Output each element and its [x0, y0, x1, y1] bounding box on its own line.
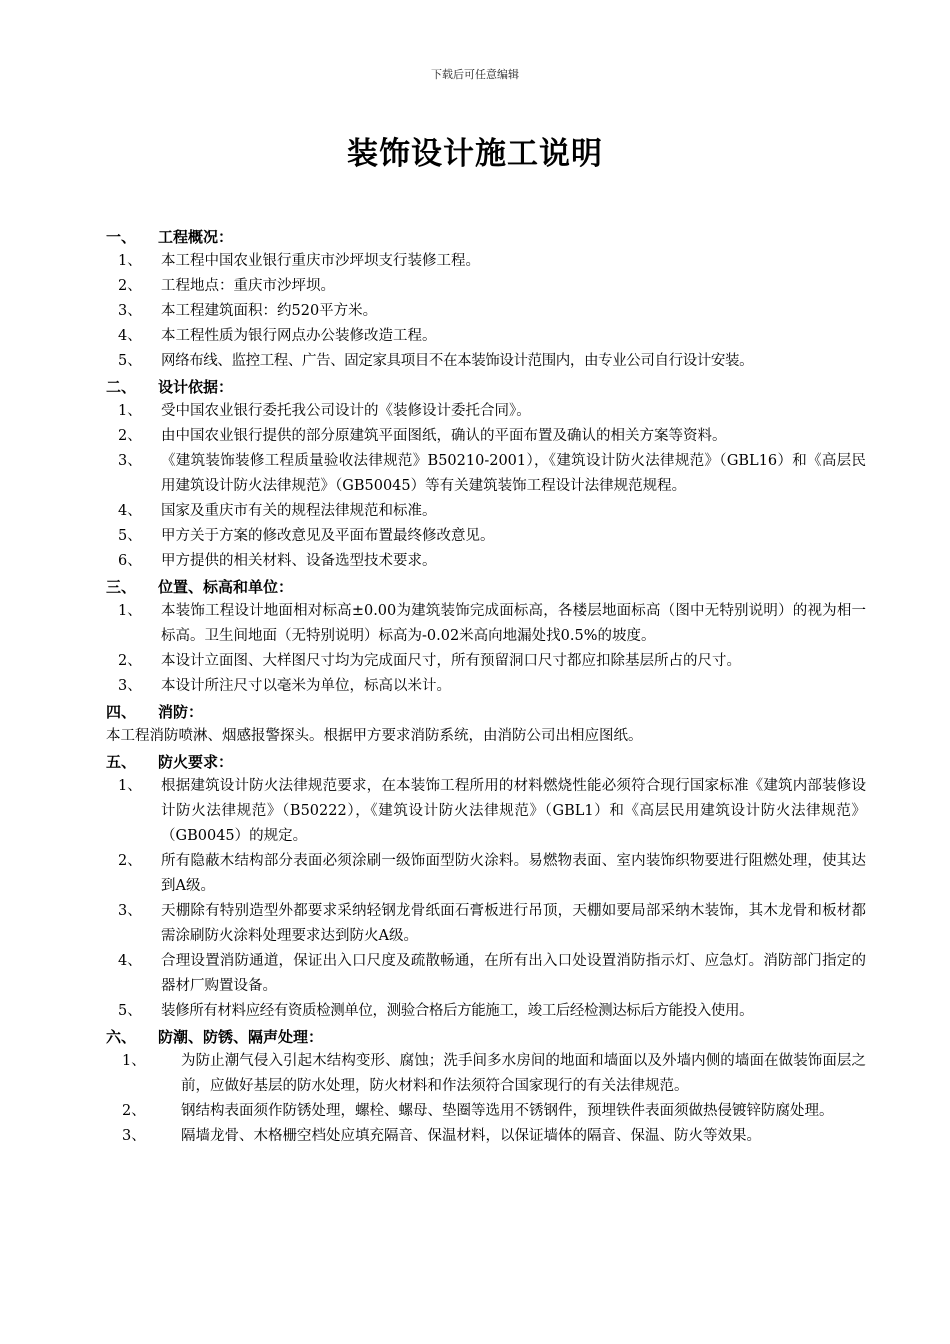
item-text: 由中国农业银行提供的部分原建筑平面图纸，确认的平面布置及确认的相关方案等资料。	[161, 428, 727, 444]
document-body	[106, 224, 866, 1149]
item-text: 网络布线、监控工程、广告、固定家具项目不在本装饰设计范围内，由专业公司自行设计安装。	[161, 353, 754, 369]
item-number: 1、	[118, 403, 142, 419]
section-title: 工程概况：	[158, 228, 234, 246]
list-item	[106, 399, 866, 424]
item-number: 4、	[118, 328, 142, 344]
section-number: 三、	[106, 578, 137, 596]
list-item	[106, 1049, 866, 1099]
list-item	[106, 299, 866, 324]
item-text: 天棚除有特别造型外都要求采纳轻钢龙骨纸面石膏板进行吊顶，天棚如要局部采纳木装饰，其木龙骨和板材都需涂刷防火涂料处理要求达到防火A级。	[161, 903, 866, 944]
list-item	[106, 549, 866, 574]
item-number: 3、	[118, 453, 142, 469]
item-text: 受中国农业银行委托我公司设计的《装修设计委托合同》。	[161, 403, 531, 419]
section-title: 防火要求：	[158, 753, 234, 771]
section-title: 位置、标高和单位：	[158, 578, 294, 596]
item-number: 1、	[118, 253, 142, 269]
list-item	[106, 674, 866, 699]
section-number: 五、	[106, 753, 137, 771]
list-item	[106, 524, 866, 549]
item-number: 2、	[118, 428, 142, 444]
item-number: 2、	[118, 278, 142, 294]
item-number: 1、	[118, 603, 142, 619]
item-number: 3、	[122, 1128, 146, 1144]
list-item	[106, 1124, 866, 1149]
item-text: 《建筑装饰装修工程质量验收法律规范》B50210-2001），《建筑设计防火法律规范》（GBL16）和《高层民用建筑设计防火法律规范》（GB50045）等有关建筑装饰工程设计法律规范规程。	[161, 453, 866, 494]
item-text: 装修所有材料应经有资质检测单位，测验合格后方能施工，竣工后经检测达标后方能投入使用。	[161, 1003, 754, 1019]
item-number: 5、	[118, 528, 142, 544]
item-number: 5、	[118, 353, 142, 369]
section-heading	[106, 374, 866, 399]
item-number: 3、	[118, 903, 142, 919]
section-number: 六、	[106, 1028, 137, 1046]
list-item	[106, 1099, 866, 1124]
section-number: 四、	[106, 703, 137, 721]
list-item	[106, 349, 866, 374]
page-title: 装饰设计施工说明	[347, 136, 603, 172]
section-title: 消防：	[158, 703, 204, 721]
item-number: 3、	[118, 678, 142, 694]
list-item	[106, 899, 866, 949]
list-item	[106, 649, 866, 674]
list-item	[106, 949, 866, 999]
item-text: 所有隐蔽木结构部分表面必须涂刷一级饰面型防火涂料。易燃物表面、室内装饰织物要进行阻燃处理，使其达到A级。	[161, 853, 866, 894]
item-number: 2、	[118, 653, 142, 669]
item-text: 隔墙龙骨、木格栅空档处应填充隔音、保温材料，以保证墙体的隔音、保温、防火等效果。	[181, 1128, 761, 1144]
list-item	[106, 849, 866, 899]
list-item	[106, 249, 866, 274]
paragraph: 本工程消防喷淋、烟感报警探头。根据甲方要求消防系统，由消防公司出相应图纸。	[106, 728, 643, 744]
item-text: 工程地点：重庆市沙坪坝。	[161, 278, 335, 294]
section-title: 设计依据：	[158, 378, 234, 396]
item-text: 本工程中国农业银行重庆市沙坪坝支行装修工程。	[161, 253, 480, 269]
item-number: 4、	[118, 503, 142, 519]
list-item	[106, 999, 866, 1024]
list-item	[106, 449, 866, 499]
list-item	[106, 424, 866, 449]
item-number: 1、	[118, 778, 142, 794]
section-heading	[106, 574, 866, 599]
item-text: 甲方关于方案的修改意见及平面布置最终修改意见。	[161, 528, 495, 544]
item-number: 6、	[118, 553, 142, 569]
section-heading	[106, 749, 866, 774]
list-item	[106, 324, 866, 349]
section-number: 一、	[106, 228, 137, 246]
item-text: 根据建筑设计防火法律规范要求，在本装饰工程所用的材料燃烧性能必须符合现行国家标准《建筑内部装修设计防火法律规范》（B50222），《建筑设计防火法律规范》（GBL1）和《高层民用建筑设计防火法律规范》（GB0045）的规定。	[161, 778, 866, 844]
section-heading	[106, 1024, 866, 1049]
section-heading	[106, 224, 866, 249]
item-text: 国家及重庆市有关的规程法律规范和标准。	[161, 503, 437, 519]
item-number: 2、	[122, 1103, 146, 1119]
item-text: 为防止潮气侵入引起木结构变形、腐蚀；洗手间多水房间的地面和墙面以及外墙内侧的墙面在做装饰面层之前，应做好基层的防水处理，防火材料和作法须符合国家现行的有关法律规范。	[181, 1053, 866, 1094]
section-heading	[106, 699, 866, 724]
list-item	[106, 599, 866, 649]
list-item	[106, 499, 866, 524]
section-number: 二、	[106, 378, 137, 396]
header-note: 下载后可任意编辑	[431, 68, 519, 81]
item-text: 合理设置消防通道，保证出入口尺度及疏散畅通，在所有出入口处设置消防指示灯、应急灯。消防部门指定的器材厂购置设备。	[161, 953, 866, 994]
item-text: 本工程性质为银行网点办公装修改造工程。	[161, 328, 437, 344]
item-text: 本设计所注尺寸以毫米为单位，标高以米计。	[161, 678, 451, 694]
item-text: 甲方提供的相关材料、设备选型技术要求。	[161, 553, 437, 569]
item-number: 5、	[118, 1003, 142, 1019]
item-number: 2、	[118, 853, 142, 869]
list-item	[106, 274, 866, 299]
item-text: 本设计立面图、大样图尺寸均为完成面尺寸，所有预留洞口尺寸都应扣除基层所占的尺寸。	[161, 653, 741, 669]
item-number: 1、	[122, 1053, 146, 1069]
item-text: 本工程建筑面积：约520平方米。	[161, 303, 378, 319]
list-item	[106, 774, 866, 849]
item-number: 3、	[118, 303, 142, 319]
item-number: 4、	[118, 953, 142, 969]
section-title: 防潮、防锈、隔声处理：	[158, 1028, 324, 1046]
item-text: 本装饰工程设计地面相对标高±0.00为建筑装饰完成面标高，各楼层地面标高（图中无特别说明）的视为相一标高。卫生间地面（无特别说明）标高为-0.02米高向地漏处找0.5%的坡度。	[161, 603, 866, 644]
item-text: 钢结构表面须作防锈处理，螺栓、螺母、垫圈等选用不锈钢件，预埋铁件表面须做热侵镀锌防腐处理。	[181, 1103, 834, 1119]
